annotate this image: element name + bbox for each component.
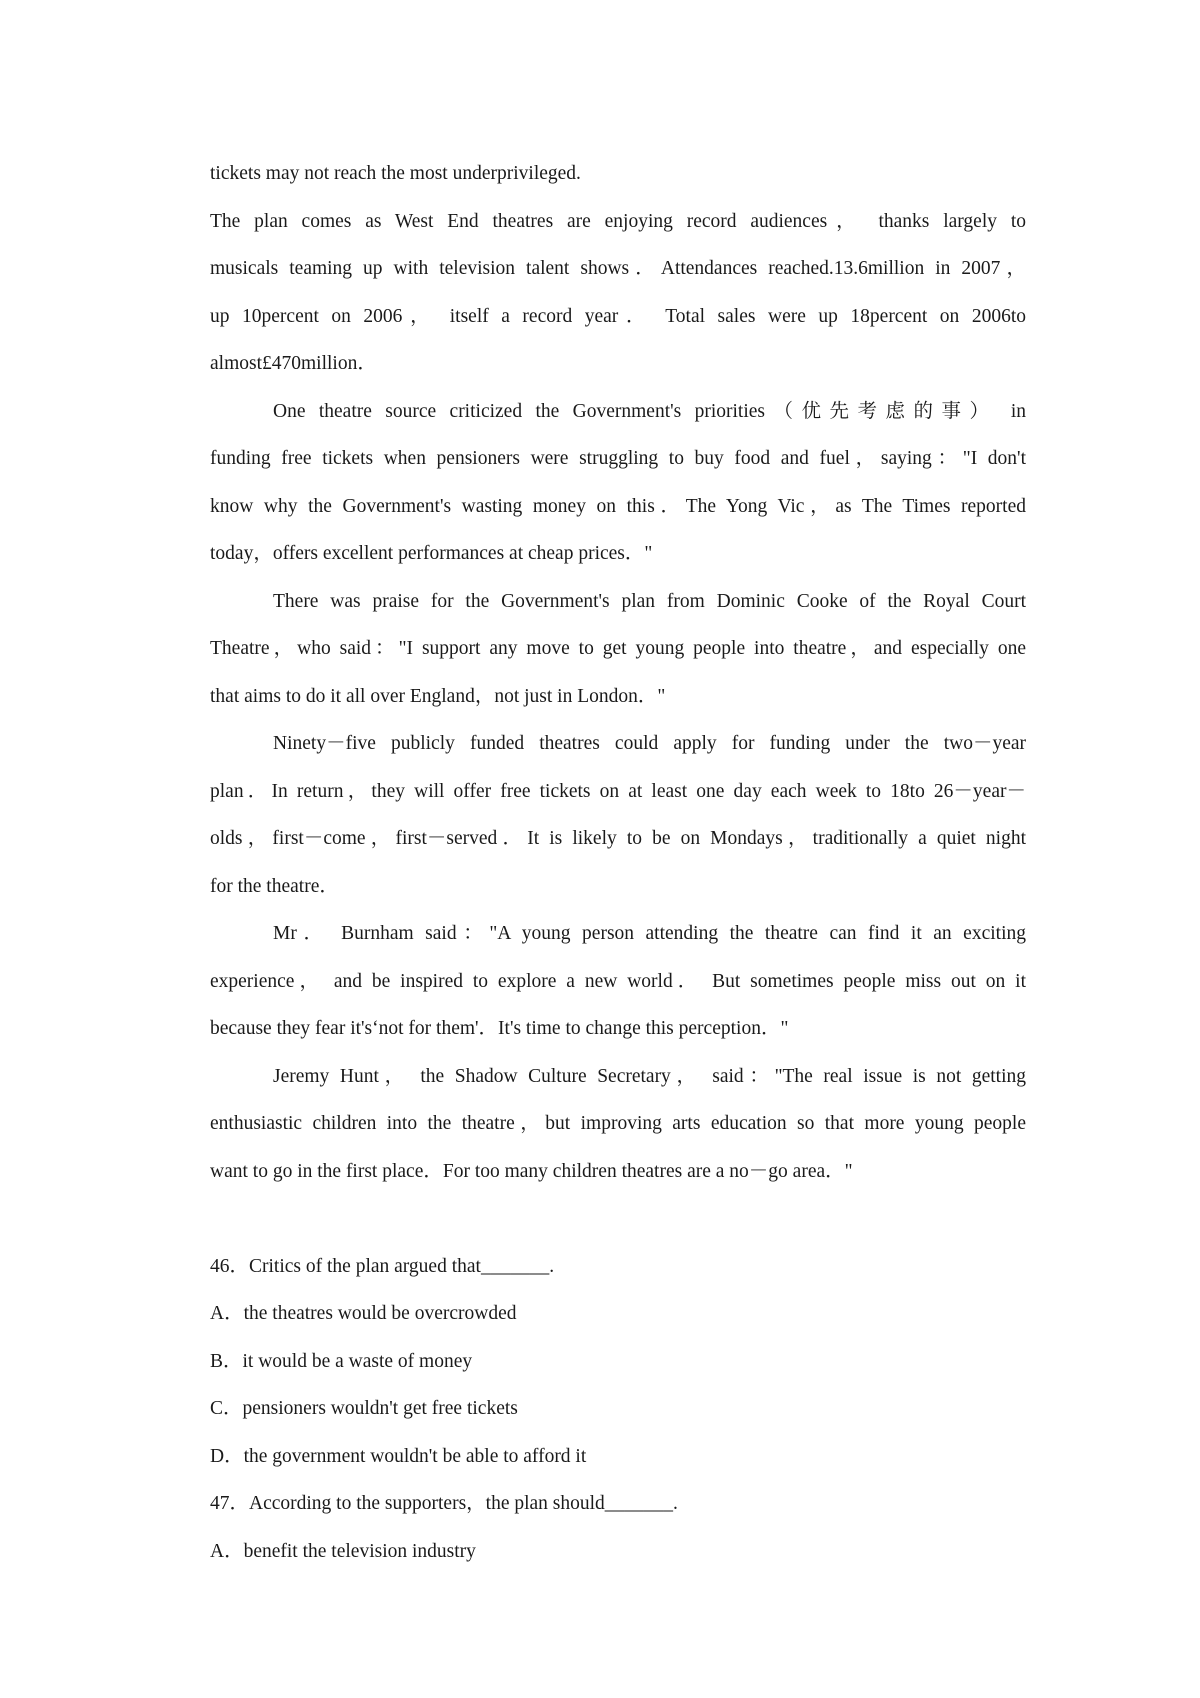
question-47 bbox=[210, 1480, 1026, 1575]
paragraph-attendance bbox=[210, 198, 1026, 388]
document-page bbox=[210, 150, 1026, 1575]
text-line: Jeremy Hunt， the Shadow Culture Secretary， said："The real issue is not getting bbox=[273, 1065, 1026, 1087]
question-stem: 47．According to the supporters，the plan should_______. bbox=[210, 1493, 678, 1514]
text-line: The plan comes as West End theatres are enjoying record audiences， thanks largely to bbox=[210, 210, 1026, 232]
section-spacer bbox=[210, 1195, 1026, 1243]
answer-option-a: A．the theatres would be overcrowded bbox=[210, 1303, 517, 1324]
paragraph-burnham-quote bbox=[210, 910, 1026, 1053]
text-line: because they fear it's‘not for them'．It's time to change this perception．" bbox=[210, 1018, 789, 1039]
text-line: One theatre source criticized the Government's priorities（优先考虑的事） in bbox=[273, 400, 1026, 422]
text-line: Ninety－five publicly funded theatres could apply for funding under the two－year bbox=[273, 733, 1026, 754]
text-line: want to go in the first place．For too many children theatres are a no－go area．" bbox=[210, 1160, 853, 1182]
question-stem: 46．Critics of the plan argued that_______. bbox=[210, 1255, 555, 1277]
paragraph-continuation bbox=[210, 150, 1026, 198]
answer-option-b: B．it would be a waste of money bbox=[210, 1350, 473, 1372]
text-line: There was praise for the Government's plan from Dominic Cooke of the Royal Court bbox=[273, 590, 1026, 612]
answer-option-a: A．benefit the television industry bbox=[210, 1540, 476, 1562]
text-line: plan．In return，they will offer free tickets on at least one day each week to 18to 26－year－ bbox=[210, 780, 1026, 802]
text-line: up 10percent on 2006， itself a record year． Total sales were up 18percent on 2006to bbox=[210, 305, 1026, 327]
answer-option-c: C．pensioners wouldn't get free tickets bbox=[210, 1398, 518, 1419]
text-line: Theatre，who said："I support any move to get young people into theatre，and especially one bbox=[210, 638, 1026, 659]
paragraph-hunt-quote bbox=[210, 1053, 1026, 1196]
text-line: know why the Government's wasting money on this．The Yong Vic，as The Times reported bbox=[210, 495, 1026, 517]
paragraph-praise bbox=[210, 578, 1026, 721]
text-line: enthusiastic children into the theatre，but improving arts education so that more young people bbox=[210, 1113, 1026, 1134]
question-46 bbox=[210, 1243, 1026, 1481]
paragraph-criticism bbox=[210, 388, 1026, 578]
text-line: tickets may not reach the most underprivileged. bbox=[210, 163, 581, 184]
text-line: Mr． Burnham said："A young person attending the theatre can find it an exciting bbox=[273, 923, 1026, 944]
answer-option-d: D．the government wouldn't be able to afford it bbox=[210, 1445, 587, 1467]
text-line: experience， and be inspired to explore a new world． But sometimes people miss out on it bbox=[210, 970, 1026, 992]
text-line: that aims to do it all over England，not just in London．" bbox=[210, 685, 666, 707]
text-line: almost£470million． bbox=[210, 353, 377, 374]
paragraph-funding bbox=[210, 720, 1026, 910]
text-line: funding free tickets when pensioners were struggling to buy food and fuel，saying："I don't bbox=[210, 448, 1026, 469]
text-line: today，offers excellent performances at cheap prices．" bbox=[210, 543, 653, 564]
text-line: olds，first－come，first－served．It is likely to be on Mondays，traditionally a quiet night bbox=[210, 828, 1026, 849]
text-line: musicals teaming up with television talent shows．Attendances reached.13.6million in 2007， bbox=[210, 258, 1026, 279]
text-line: for the theatre． bbox=[210, 875, 339, 897]
